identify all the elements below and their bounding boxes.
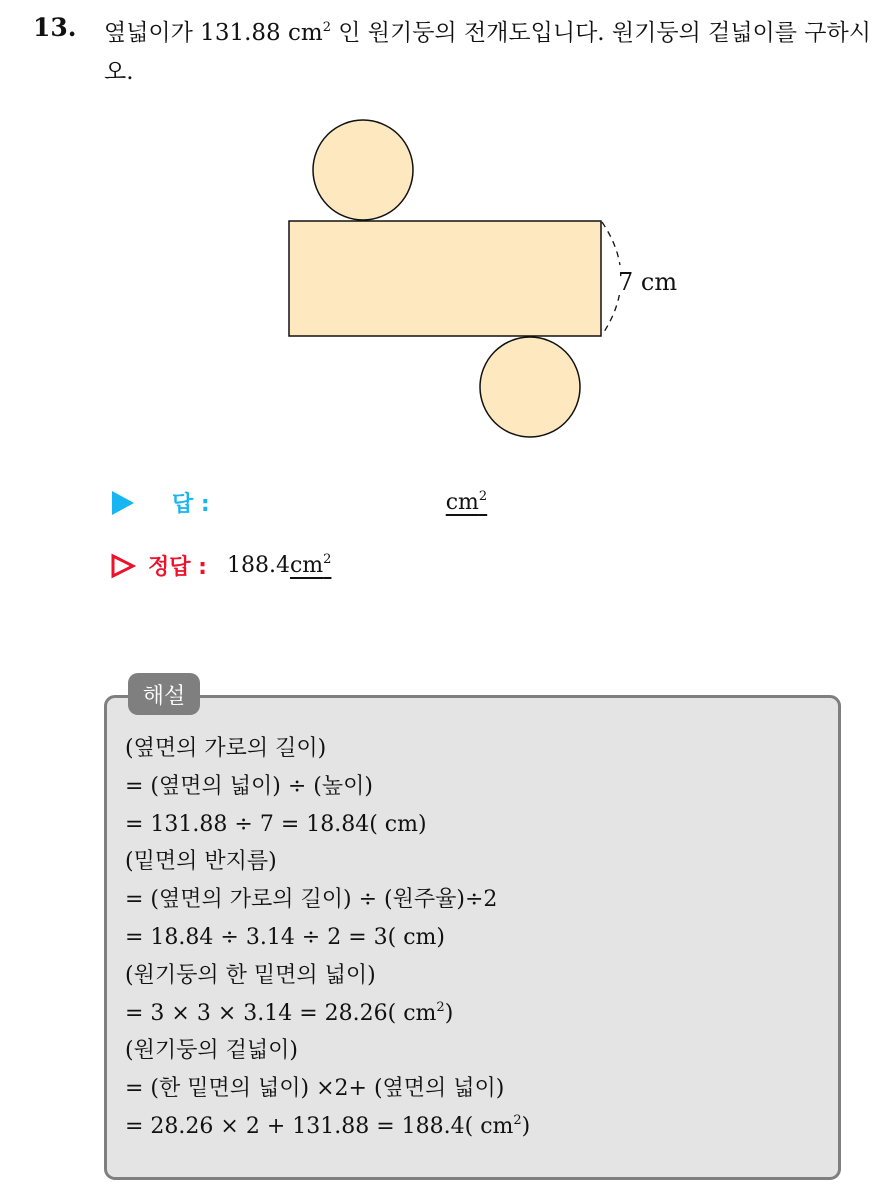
solution-line: (원기둥의 겉넓이) <box>125 1038 298 1064</box>
height-label: 7 cm <box>618 268 678 296</box>
solution-line: = (옆면의 가로의 길이) ÷ (원주율)÷2 <box>125 887 498 913</box>
correct-answer-row <box>110 550 331 581</box>
lateral-surface-rect <box>289 221 601 336</box>
solution-line: (원기둥의 한 밑면의 넓이) <box>125 962 376 988</box>
play-triangle-icon <box>112 491 134 515</box>
solution-line: = (한 밑면의 넓이) ×2+ (옆면의 넓이) <box>125 1076 505 1102</box>
outline-triangle-icon <box>110 553 136 579</box>
answer-label: 답 : <box>172 492 210 517</box>
question-text-after: 인 원기둥의 전개도입니다. 원기둥의 겉넓이를 구하시오. <box>104 20 871 85</box>
solution-line: (밑면의 반지름) <box>125 849 277 875</box>
question-text-before: 옆넓이가 131.88 <box>104 20 281 46</box>
solution-line: = 3 × 3 × 3.14 = 28.26( $cm^2$) <box>125 999 454 1026</box>
answer-row <box>112 487 487 518</box>
question-number: 13. <box>33 13 77 42</box>
correct-unit: $cm^2$ <box>289 552 332 578</box>
top-base-circle <box>313 120 413 220</box>
solution-line: = (옆면의 넓이) ÷ (높이) <box>125 773 373 799</box>
correct-label: 정답 : <box>148 555 207 580</box>
solution-line: = 18.84 ÷ 3.14 ÷ 2 = 3( cm) <box>125 924 445 950</box>
question-text <box>104 14 874 92</box>
solution-line: = 131.88 ÷ 7 = 18.84( cm) <box>125 811 427 837</box>
solution-line: (옆면의 가로의 길이) <box>125 736 327 761</box>
question-unit: cm <box>287 20 323 46</box>
cylinder-net-figure <box>280 118 700 443</box>
answer-unit[interactable]: $cm^2$ <box>445 489 488 515</box>
bottom-base-circle <box>480 337 580 437</box>
correct-value: 188.4 <box>226 553 290 578</box>
solution-tag: 해설 <box>128 673 200 715</box>
solution-line: = 28.26 × 2 + 131.88 = 188.4( $cm^2$) <box>125 1112 531 1139</box>
solution-text <box>125 730 530 1146</box>
question-unit-sup: 2 <box>322 20 331 35</box>
